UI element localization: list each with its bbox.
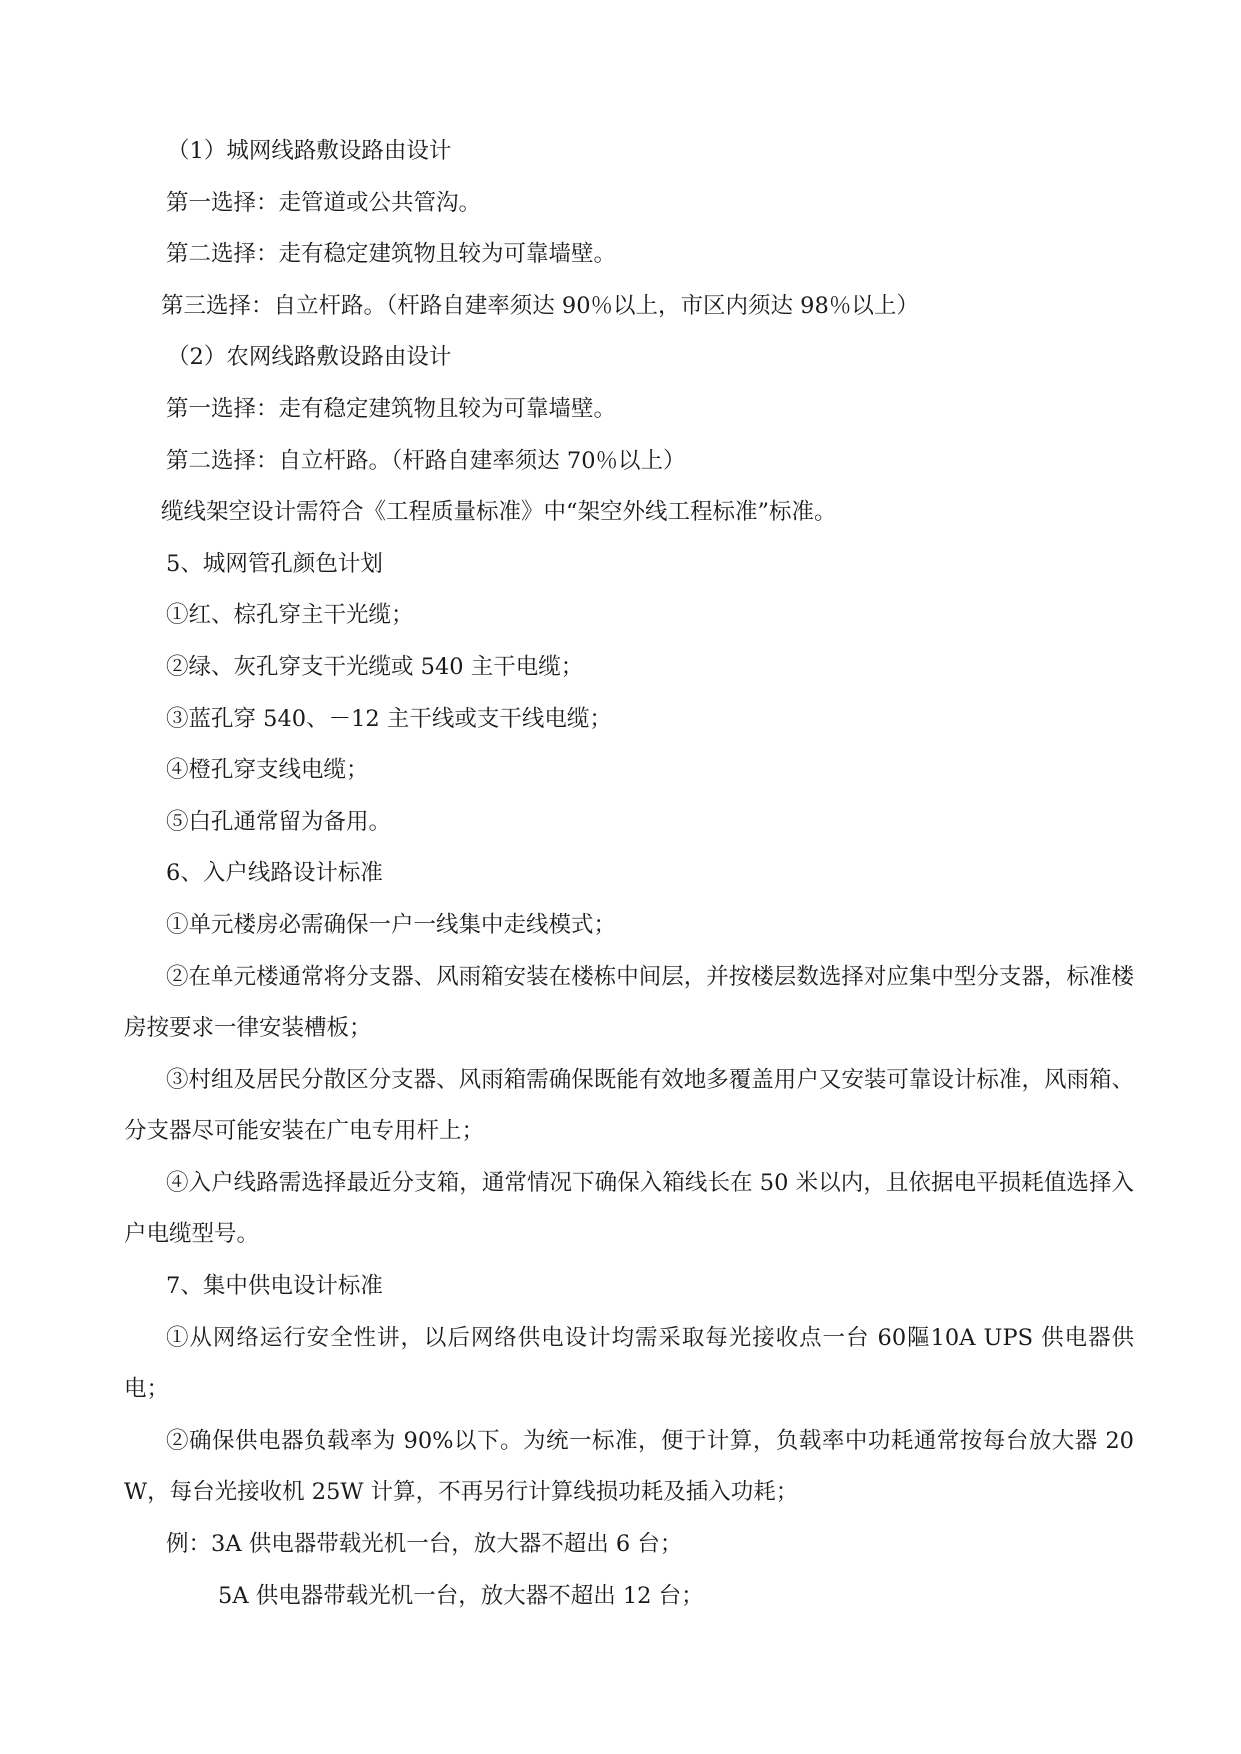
overhead-cable-note: 缆线架空设计需符合《工程质量标准》中“架空外线工程标准”标准。 (161, 499, 837, 526)
duct-color-item-5: ⑤白孔通常留为备用。 (166, 808, 392, 835)
home-wiring-item-1: ①单元楼房必需确保一户一线集中走线模式； (166, 911, 617, 938)
rural-option-1: 第一选择：走有稳定建筑物且较为可靠墙壁。 (166, 395, 617, 422)
duct-color-item-2: ②绿、灰孔穿支干光缆或 540 主干电缆； (166, 653, 584, 680)
heading-central-power-standard: 7、集中供电设计标准 (166, 1273, 383, 1300)
heading-urban-routing: （1）城网线路敷设路由设计 (167, 138, 452, 164)
urban-option-3: 第三选择：自立杆路。（杆路自建率须达 90％以上，市区内须达 98％以上） (161, 292, 919, 319)
duct-color-item-4: ④橙孔穿支线电缆； (166, 757, 369, 784)
power-item-1: ①从网络运行安全性讲，以后网络供电设计均需采取每光接收点一台 60䧢10A UPS 供电器供电； (124, 1324, 1134, 1403)
rural-option-2: 第二选择：自立杆路。（杆路自建率须达 70％以上） (166, 447, 686, 474)
heading-duct-color-plan: 5、城网管孔颜色计划 (166, 550, 383, 577)
urban-option-1: 第一选择：走管道或公共管沟。 (166, 189, 482, 216)
home-wiring-item-2: ②在单元楼通常将分支器、风雨箱安装在楼栋中间层，并按楼层数选择对应集中型分支器，标准楼房按要求一律安装槽板； (124, 963, 1134, 1042)
heading-home-wiring-standard: 6、入户线路设计标准 (166, 860, 383, 887)
power-example-1: 例：3A 供电器带载光机一台，放大器不超出 6 台； (166, 1531, 683, 1558)
urban-option-2: 第二选择：走有稳定建筑物且较为可靠墙壁。 (166, 241, 617, 268)
duct-color-item-3: ③蓝孔穿 540、－12 主干线或支干线电缆； (166, 705, 612, 732)
heading-rural-routing: （2）农网线路敷设路由设计 (167, 344, 452, 371)
duct-color-item-1: ①红、棕孔穿主干光缆； (166, 602, 414, 629)
home-wiring-item-4: ④入户线路需选择最近分支箱，通常情况下确保入箱线长在 50 米以内，且依据电平损耗值选择入户电缆型号。 (124, 1169, 1134, 1248)
home-wiring-item-3: ③村组及居民分散区分支器、风雨箱需确保既能有效地多覆盖用户又安装可靠设计标准，风雨箱、分支器尽可能安装在广电专用杆上； (124, 1066, 1134, 1145)
power-example-2: 5A 供电器带载光机一台，放大器不超出 12 台； (218, 1582, 704, 1609)
document-body (124, 126, 1134, 1622)
power-item-2: ②确保供电器负载率为 90%以下。为统一标准，便于计算，负载率中功耗通常按每台放大器 20W，每台光接收机 25W 计算，不再另行计算线损功耗及插入功耗； (124, 1427, 1134, 1506)
